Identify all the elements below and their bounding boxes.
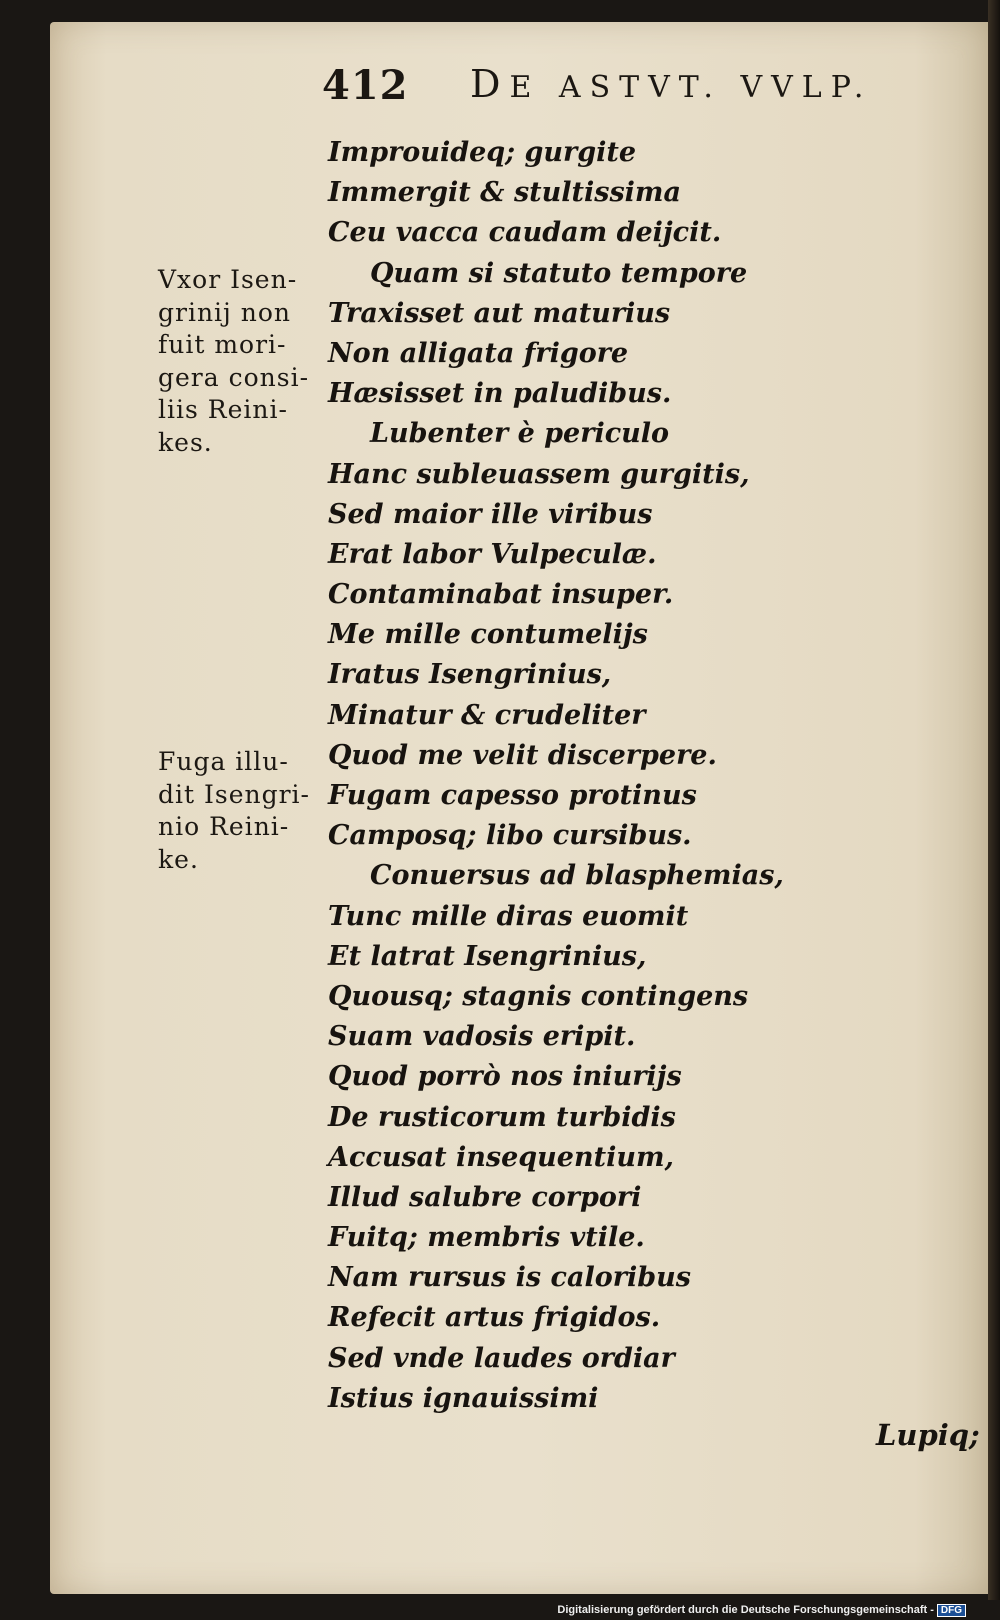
verse-line: Hanc subleuassem gurgitis, [328, 458, 750, 490]
verse-line: Nam rursus is caloribus [328, 1262, 691, 1294]
verse-line: Quod porrò nos iniurijs [328, 1061, 682, 1093]
running-title [470, 62, 872, 106]
verse-line: Erat labor Vulpeculæ. [328, 538, 657, 570]
verse-line: Illud salubre corpori [328, 1181, 642, 1213]
verse-line: Sed vnde laudes ordiar [328, 1342, 675, 1374]
verse-line: Tunc mille diras euomit [328, 900, 689, 932]
catchword: Lupiq; [876, 1418, 980, 1452]
marginal-note-line: nio Reini- [158, 812, 290, 841]
verse-line: Istius ignauissimi [328, 1382, 599, 1414]
marginal-note-line: Vxor Isen- [158, 265, 298, 294]
marginal-note-line: liis Reini- [158, 395, 288, 424]
verse-line: Improuideq; gurgite [328, 137, 637, 168]
verse-line: Suam vadosis eripit. [328, 1021, 636, 1053]
marginal-note [158, 264, 313, 459]
marginal-note [158, 746, 313, 876]
verse-line: Sed maior ille viribus [328, 498, 653, 530]
marginal-note-line: dit Isengri- [158, 779, 310, 809]
running-title-initial: D [470, 62, 510, 106]
marginal-note-line: kes. [158, 427, 213, 457]
marginal-note-line: ke. [158, 844, 199, 874]
verse-line: Immergit & stultissima [328, 177, 681, 209]
marginal-note-line: gera consi- [158, 362, 310, 392]
verse-line: Hæsisset in paludibus. [328, 378, 672, 410]
verse-line: Quam si statuto tempore [370, 257, 748, 289]
verse-line: Accusat insequentium, [328, 1141, 674, 1173]
dfg-logo: DFG [937, 1604, 966, 1617]
verse-line: Quousq; stagnis contingens [328, 980, 749, 1012]
verse-line: Ceu vacca caudam deijcit. [328, 217, 722, 249]
footer-text: Digitalisierung gefördert durch die Deutsche Forschungsgemeinschaft - [557, 1604, 934, 1616]
verse-line: Iratus Isengrinius, [328, 659, 612, 691]
verse-line: Conuersus ad blasphemias, [370, 860, 784, 892]
verse-list [328, 133, 928, 1419]
page-edge [988, 0, 1000, 1600]
verse-line: Et latrat Isengrinius, [328, 940, 647, 972]
verse-line: Fugam capesso protinus [328, 780, 697, 811]
verse-line: Traxisset aut maturius [328, 297, 671, 329]
marginal-note-line: fuit mori- [158, 330, 287, 359]
marginal-note-line: grinij non [158, 297, 291, 327]
digitization-footer [557, 1604, 966, 1617]
verse-line: De rusticorum turbidis [328, 1101, 676, 1133]
verse-line: Me mille contumelijs [328, 619, 648, 651]
verse-line: Quod me velit discerpere. [328, 739, 717, 771]
verse-line: Lubenter è periculo [370, 418, 670, 450]
marginal-note-line: Fuga illu- [158, 747, 289, 776]
verse-line: Minatur & crudeliter [328, 699, 646, 731]
verse-line: Non alligata frigore [328, 337, 629, 369]
running-title-rest: E ASTVT. VVLP. [509, 70, 873, 105]
verse-line: Contaminabat insuper. [328, 579, 674, 611]
verse-line: Fuitq; membris vtile. [328, 1222, 645, 1254]
page-number: 412 [322, 62, 409, 109]
verse-line: Camposq; libo cursibus. [328, 820, 692, 852]
verse-line: Refecit artus frigidos. [328, 1302, 661, 1334]
